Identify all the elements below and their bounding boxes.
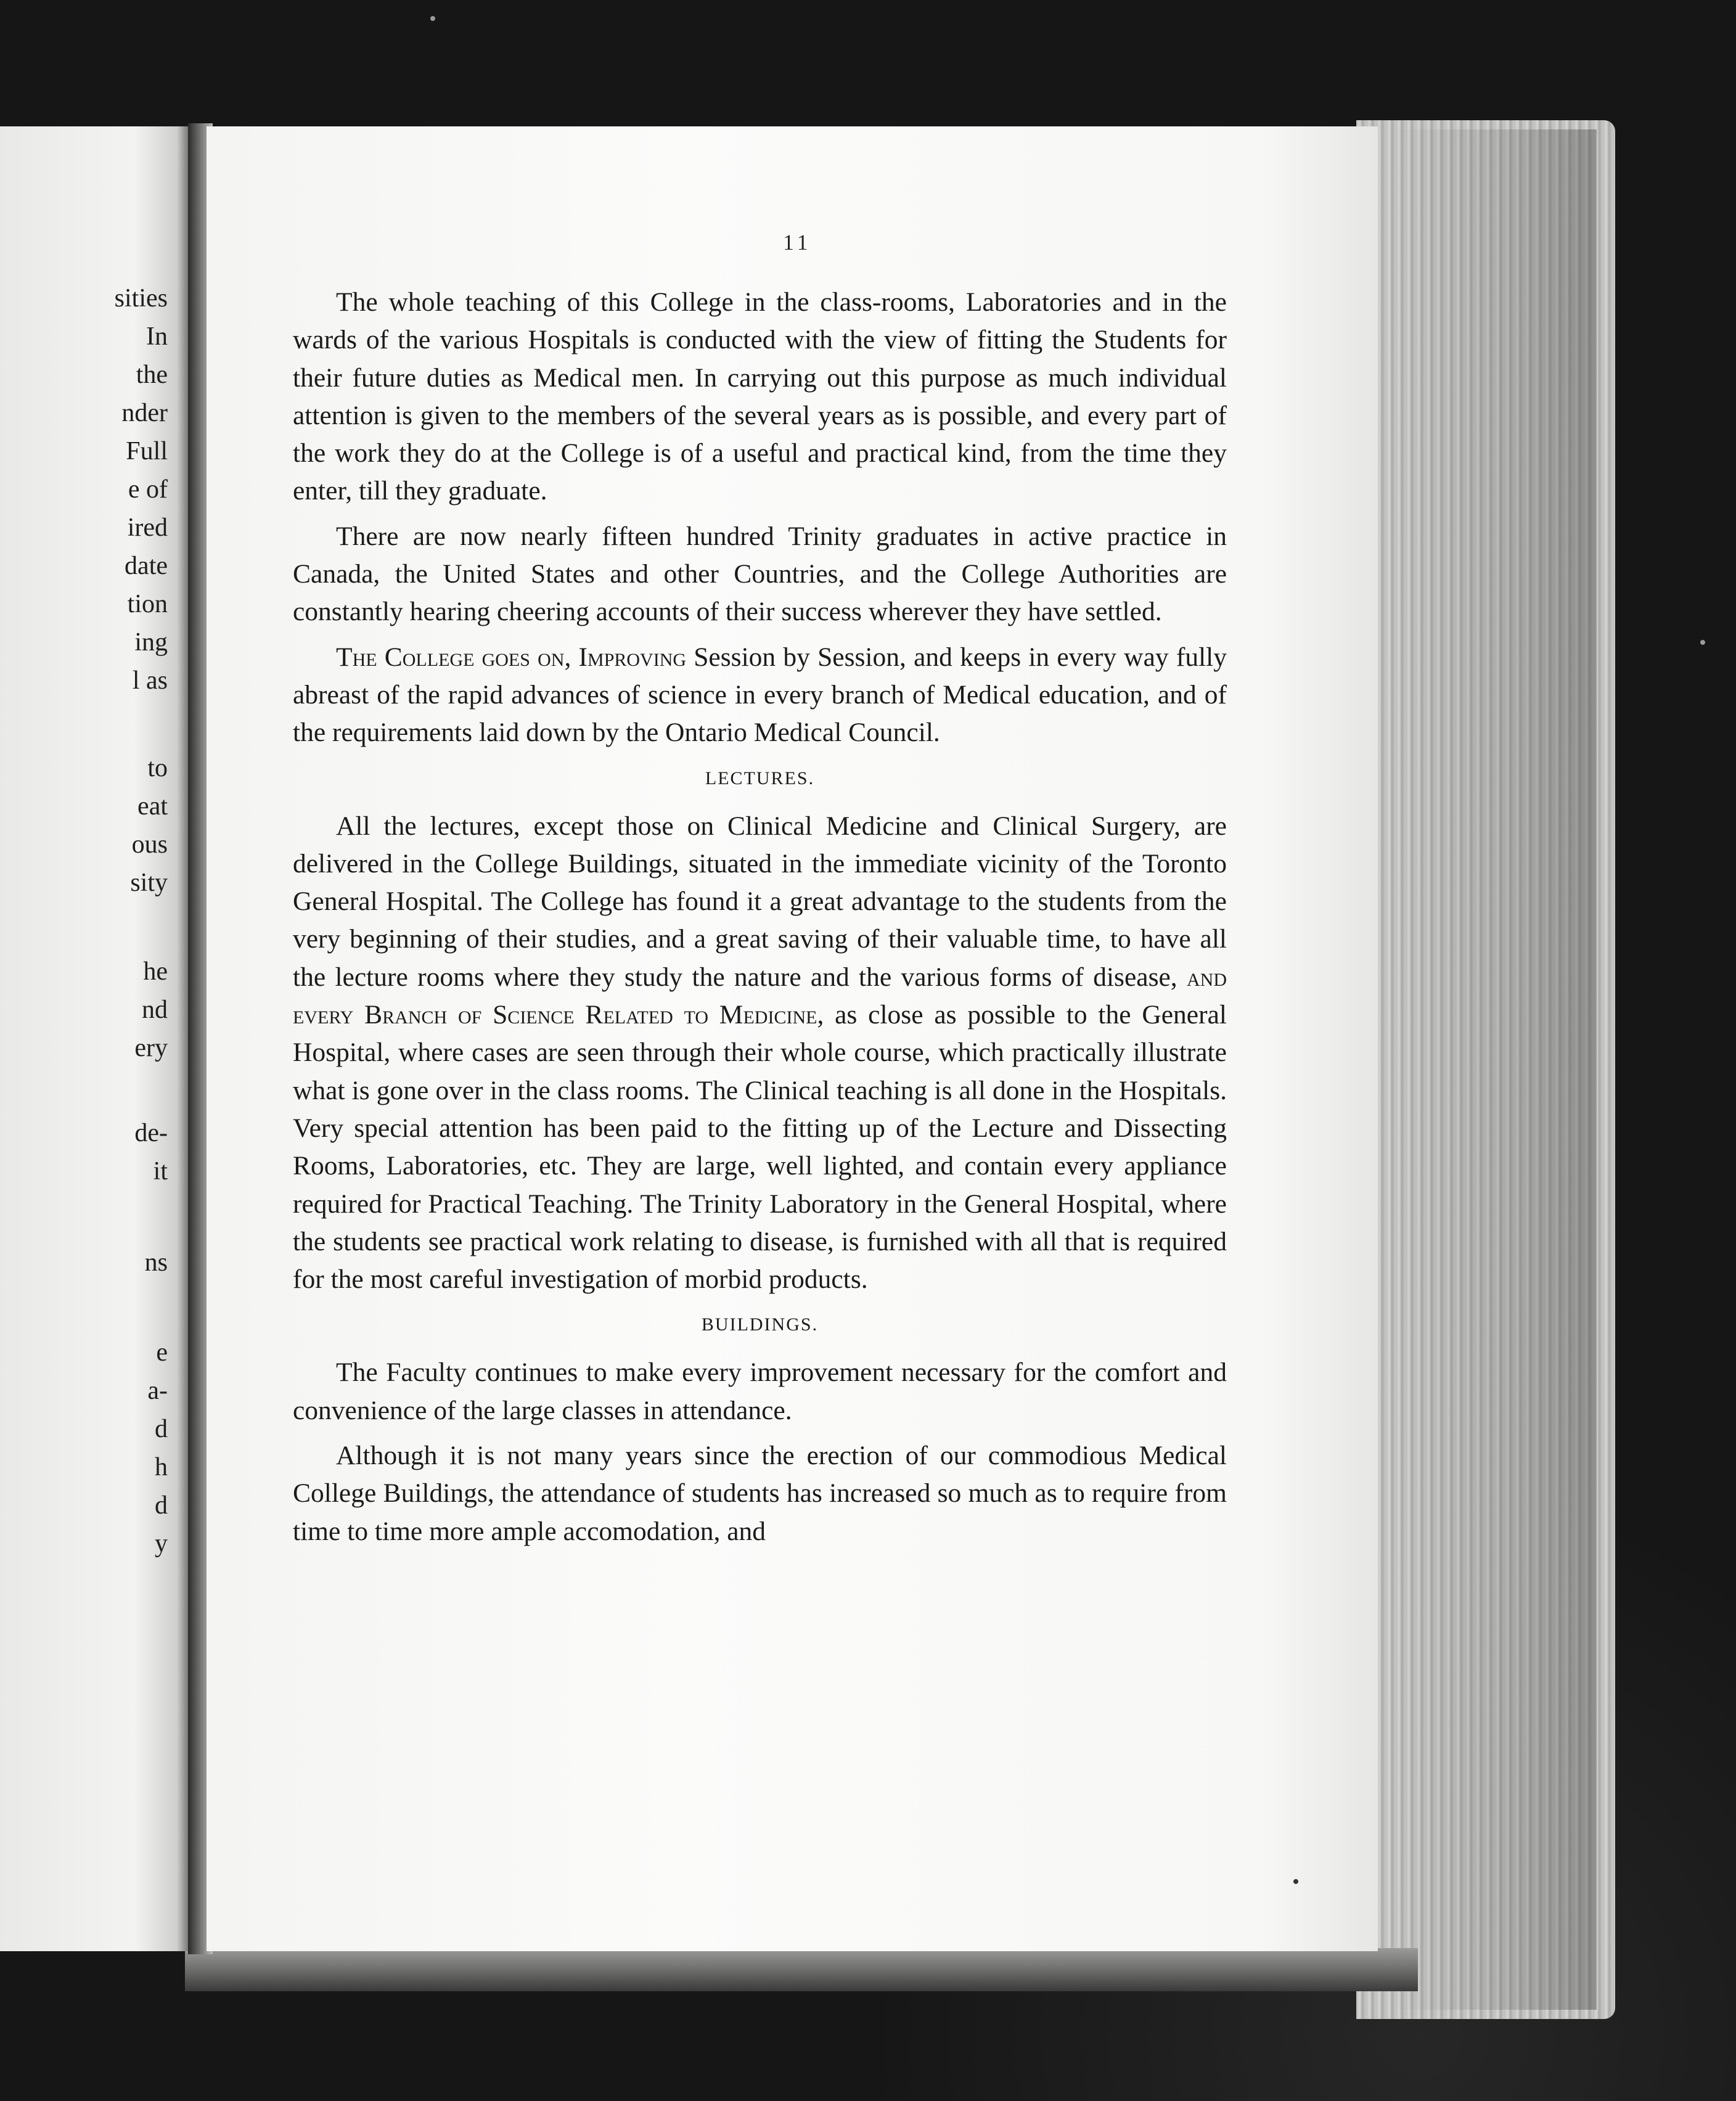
left-page-line: Full [126, 437, 168, 465]
page-edge-shadow [1393, 129, 1597, 2010]
small-caps-lead: The College goes on, Improving [336, 642, 687, 672]
left-page-line: sity [130, 869, 168, 897]
small-caps-phrase: and every Branch of Science Related to Medicine [293, 962, 1227, 1030]
paragraph-lectures-text: All the lectures, except those on Clinical Medicine and Clinical Surgery, are delivered in the College Buildings, situated in the immediate vicinity of the Toronto General Hospital. The College has found it a great advantage to the students from the very beginning of their studies, and a great saving of their valuable time, to have all the lecture rooms where they study the nature and the various forms of disease, [293, 811, 1227, 992]
left-page-line: ns [144, 1248, 168, 1277]
paragraph-teaching: The whole teaching of this College in the class-rooms, Laboratories and in the wards of the various Hospitals is conducted with the view of fitting the Students for their future duties as Medical men. In carrying out this purpose as much individual attention is given to the members of the several years as is possible, and every part of the work they do at the College is of a useful and practical kind, from the time they enter, till they graduate. [293, 287, 1227, 506]
left-page-line: nder [121, 399, 168, 427]
left-page-line: he [143, 957, 168, 986]
left-page-line: e of [128, 475, 168, 504]
left-page-line: eat [137, 792, 168, 821]
left-page-line: d [155, 1415, 168, 1443]
paragraph-lectures-text-cont: , as close as possible to the General Hospital, where cases are seen through their whole course, which practically illustrate what is gone over in the class rooms. The Clinical teaching is all done in the Hospitals. Very special attention has been paid to the fitting up of the Lecture and Dissecting Rooms, Laboratories, etc. They are large, well lighted, and contain every appliance required for Practical Teaching. The Trinity Laboratory in the General Hospital, where the students see practical work relating to disease, is furnished with all that is required for the most careful investigation of morbid products. [293, 1000, 1227, 1295]
paragraph-lectures [293, 808, 1227, 1299]
left-page-line: sities [114, 284, 168, 313]
left-page-line: de- [134, 1119, 168, 1147]
paragraph-graduates: There are now nearly fifteen hundred Trinity graduates in active practice in Canada, the United States and other Countries, and the College Authorities are constantly hearing cheering accounts of their success wherever they have settled. [293, 521, 1227, 627]
paragraph-progress [293, 639, 1227, 752]
left-page-line: tion [127, 590, 168, 618]
dust-speck [430, 16, 435, 21]
left-page-line: it [153, 1157, 168, 1186]
left-page-line: to [147, 754, 168, 782]
left-page-line: ing [134, 628, 168, 657]
left-page-line: ous [131, 830, 168, 859]
left-page-line: nd [142, 996, 168, 1024]
heading-lectures: LECTURES. [705, 768, 815, 788]
page-number: 11 [783, 230, 812, 255]
left-page-line: In [146, 322, 168, 351]
left-page-line: h [155, 1453, 168, 1481]
left-page-line: y [155, 1530, 168, 1558]
left-page-line: a- [147, 1377, 168, 1405]
paragraph-progress-text: Session by Session, and keeps in every way fully abreast of the rapid advances of science in every branch of Medical education, and of the requirements laid down by the Ontario Medical Council. [293, 642, 1227, 748]
dust-speck [1293, 1879, 1298, 1884]
facing-left-page [0, 126, 192, 1951]
paragraph-faculty: The Faculty continues to make every improvement necessary for the comfort and convenience of the large classes in attendance. [293, 1358, 1227, 1425]
left-page-line: d [155, 1491, 168, 1520]
left-page-line: e [156, 1338, 168, 1367]
left-page-line: ery [134, 1034, 168, 1062]
left-page-line: the [136, 361, 168, 389]
left-page-line: ired [127, 514, 168, 542]
page-body [293, 284, 1227, 1558]
left-page-line: date [125, 552, 168, 580]
book-bottom-edge [185, 1948, 1418, 1991]
heading-buildings: BUILDINGS. [701, 1314, 819, 1335]
paragraph-buildings: Although it is not many years since the erection of our commodious Medical College Buildings, the attendance of students has increased so much as to require from time to time more ample accomodation, and [293, 1441, 1227, 1546]
dust-speck [1700, 640, 1705, 645]
left-page-line: l as [132, 666, 168, 695]
